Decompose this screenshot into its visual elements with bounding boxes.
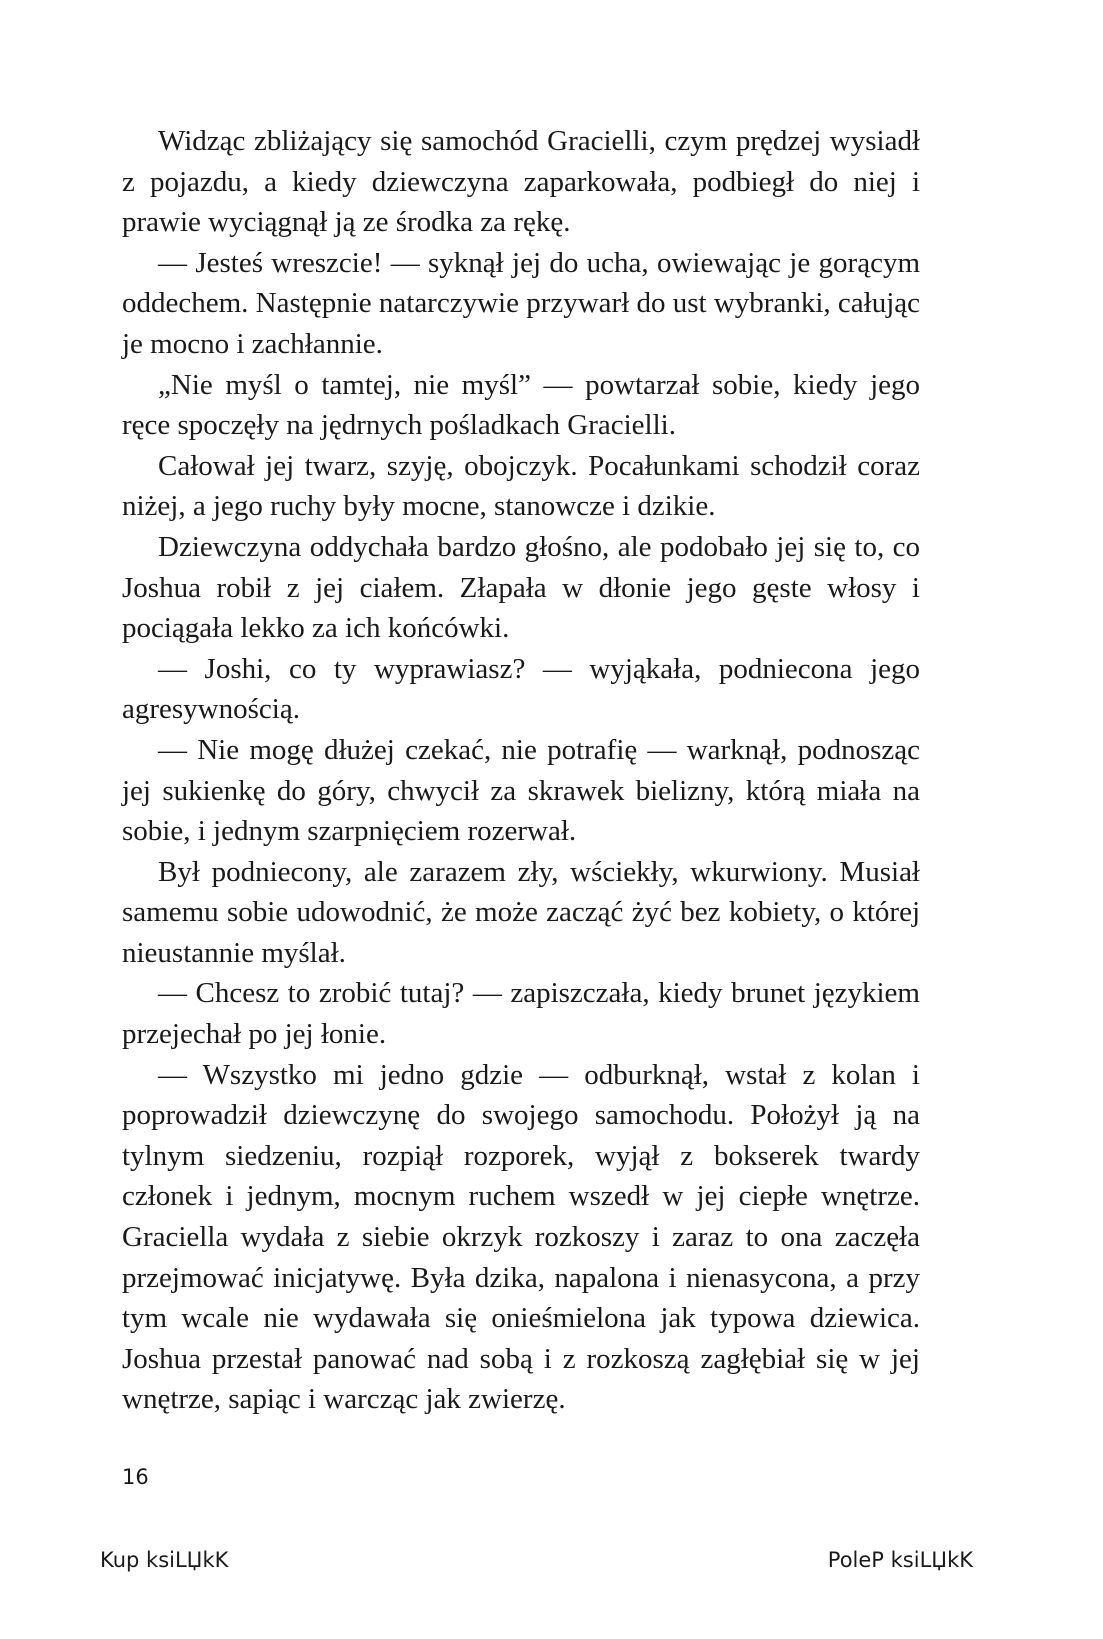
- paragraph: Dziewczyna oddychała bardzo głośno, ale podobało jej się to, co Joshua robił z jej ciałem. Złapała w dłonie jego gęste włosy i pociągała lekko za ich końcówki.: [122, 530, 920, 645]
- paragraph: — Wszystko mi jedno gdzie — odburknął, wstał z kolan i poprowadził dziewczynę do swojego samochodu. Położył ją na tylnym siedzeniu, rozpiął rozporek, wyjął z bokserek twardy członek i jednym, mocnym ruchem wszedł w jej ciepłe wnętrze. Graciella wydała z siebie okrzyk rozkoszy i zaraz to ona zaczęła przejmować inicjatywę. Była dzika, napalona i nienasycona, a przy tym wcale nie wydawała się onieśmielona jak typowa dziewica. Joshua przestał panować nad sobą i z rozkoszą zagłębiał się w jej wnętrze, sapiąc i warcząc jak zwierzę.: [122, 1058, 920, 1416]
- paragraph: Widząc zbliżający się samochód Gracielli, czym prędzej wysiadł z pojazdu, a kiedy dziewczyna zaparkowała, podbiegł do niej i prawie wyciągnął ją ze środka za rękę.: [122, 125, 920, 239]
- paragraph: Był podniecony, ale zarazem zły, wściekły, wkurwiony. Musiał samemu sobie udowodnić, że może zacząć żyć bez kobiety, o której nieustannie myślał.: [122, 855, 920, 969]
- paragraph: — Nie mogę dłużej czekać, nie potrafię — warknął, podnosząc jej sukienkę do góry, chwycił za skrawek bielizny, którą miała na sobie, i jednym szarpnięciem rozerwał.: [122, 733, 920, 848]
- paragraph: „Nie myśl o tamtej, nie myśl” — powtarzał sobie, kiedy jego ręce spoczęły na jędrnych pośladkach Gracielli.: [122, 368, 920, 442]
- recommend-book-link[interactable]: PoleP ksiLЏkK: [827, 1548, 973, 1572]
- page-body-text: [122, 121, 920, 1420]
- paragraph: — Joshi, co ty wyprawiasz? — wyjąkała, podniecona jego agresywnością.: [122, 652, 920, 726]
- buy-book-link[interactable]: Kup ksiLЏkK: [100, 1548, 229, 1572]
- paragraph: — Chcesz to zrobić tutaj? — zapiszczała, kiedy brunet językiem przejechał po jej łonie.: [122, 977, 920, 1051]
- page-number: 16: [122, 1465, 149, 1489]
- paragraph: — Jesteś wreszcie! — syknął jej do ucha, owiewając je gorącym oddechem. Następnie natarczywie przywarł do ust wybranki, całując je mocno i zachłannie.: [122, 246, 920, 360]
- paragraph: Całował jej twarz, szyję, obojczyk. Pocałunkami schodził coraz niżej, a jego ruchy były mocne, stanowcze i dzikie.: [122, 449, 920, 523]
